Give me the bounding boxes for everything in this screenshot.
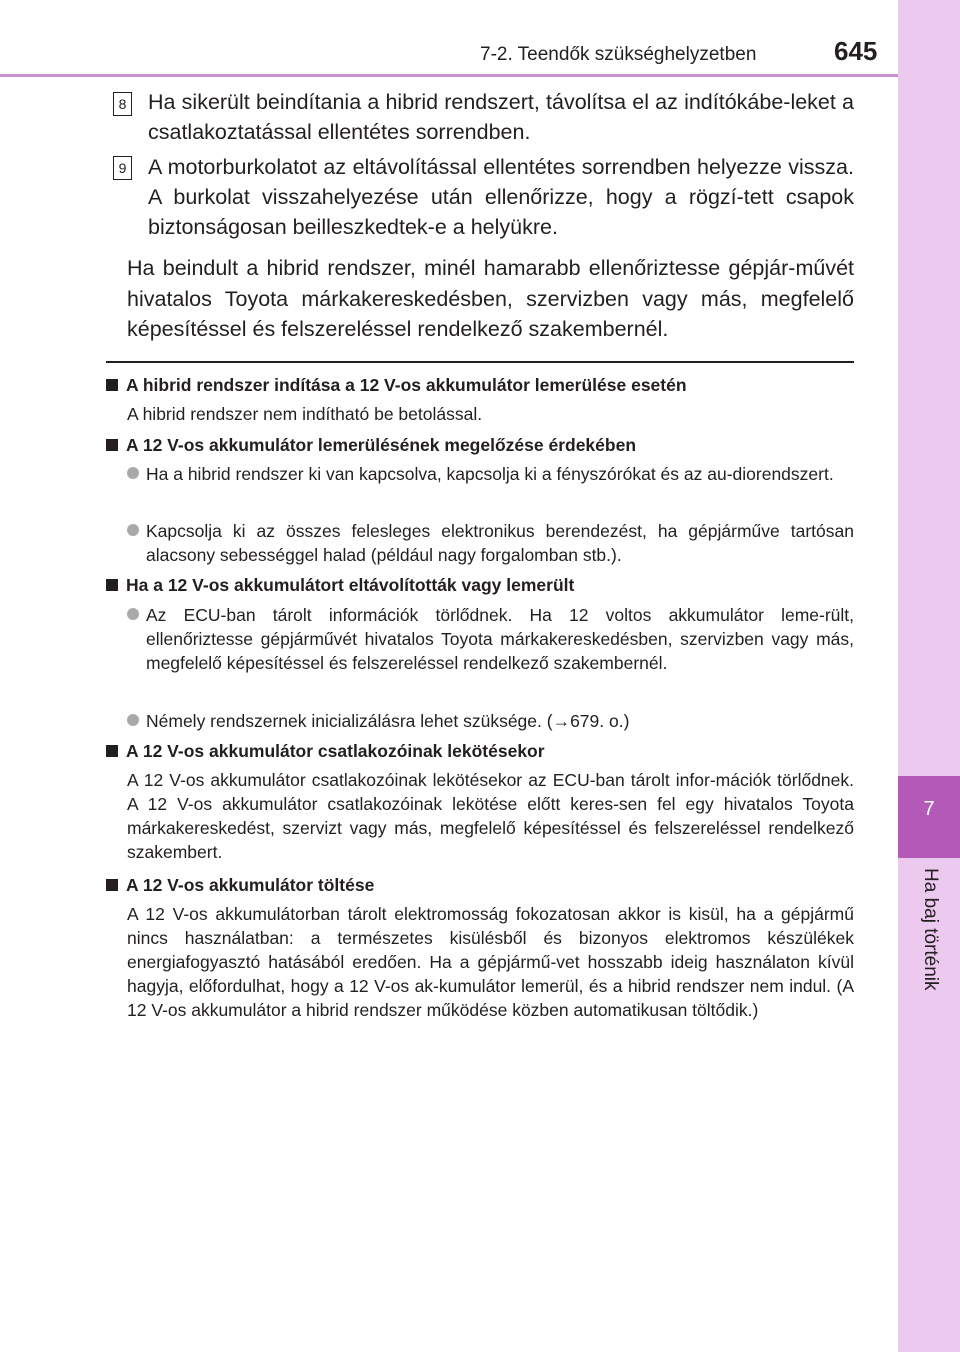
note-heading-text: A 12 V-os akkumulátor csatlakozóinak lekötésekor bbox=[126, 741, 545, 761]
square-bullet-icon bbox=[106, 745, 118, 757]
step-number-8: 8 bbox=[113, 92, 132, 116]
square-bullet-icon bbox=[106, 439, 118, 451]
list-item-text: Ha a hibrid rendszer ki van kapcsolva, kapcsolja ki a fényszórókat és az au-diorendszert. bbox=[146, 464, 834, 484]
note-heading-battery-removed bbox=[106, 574, 574, 596]
note-heading-text: A 12 V-os akkumulátor lemerülésének megelőzése érdekében bbox=[126, 435, 637, 455]
note-heading-prevent-discharge bbox=[106, 434, 636, 456]
chapter-title-wrap bbox=[898, 868, 960, 1008]
note-text-disconnect: A 12 V-os akkumulátor csatlakozóinak lekötésekor az ECU-ban tárolt infor-mációk törlődnek. A 12 V-os akkumulátor csatlakozóinak lekötése előtt keres-sen fel egy hivatalos Toyota márkakereskedést, szervizt vagy más, megfelelő képesítéssel és felszereléssel rendelkező szakembert. bbox=[127, 770, 854, 862]
note-text-charging: A 12 V-os akkumulátorban tárolt elektromosság fokozatosan akkor is kisül, ha a gépjármű nincs használatban: a természetes kisülésből és bizonyos elektromos készülékek energiafogyasztó hatásából eredően. Ha a gépjármű-vet hosszabb ideig használaton kívül hagyja, előfordulhat, hogy a 12 V-os ak-kumulátor lemerül, és a hibrid rendszer nem indul. (A 12 V-os akkumulátor a hibrid rendszer működése közben automatikusan töltődik.) bbox=[127, 904, 854, 1020]
page-number: 645 bbox=[834, 36, 878, 66]
step-number-9: 9 bbox=[113, 156, 132, 180]
list-item-text: Az ECU-ban tárolt információk törlődnek. Ha 12 voltos akkumulátor leme-rült, ellenőriztesse gépjárművét hivatalos Toyota márkakereskedésben, szervizben vagy más, megfelelő képesítéssel és felszereléssel rendelkező szakembernél. bbox=[146, 605, 854, 673]
circle-bullet-icon bbox=[127, 714, 139, 726]
circle-bullet-icon bbox=[127, 467, 139, 479]
square-bullet-icon bbox=[106, 379, 118, 391]
note-heading-text: A 12 V-os akkumulátor töltése bbox=[126, 875, 375, 895]
square-bullet-icon bbox=[106, 579, 118, 591]
step-text-8: Ha sikerült beindítania a hibrid rendszert, távolítsa el az indítókábe-leket a csatlakoztatással ellentétes sorrendben. bbox=[148, 90, 854, 144]
note-heading-charging bbox=[106, 874, 374, 896]
chapter-tab-strip bbox=[898, 0, 960, 1352]
header-rule bbox=[0, 74, 898, 77]
list-item bbox=[127, 603, 854, 675]
circle-bullet-icon bbox=[127, 524, 139, 536]
list-item bbox=[127, 709, 854, 733]
chapter-title: Ha baj történik bbox=[920, 868, 941, 991]
closing-paragraph: Ha beindult a hibrid rendszer, minél hamarabb ellenőriztesse gépjár-művét hivatalos Toyota márkakereskedésben, szervizben vagy más, megfelelő képesítéssel és felszereléssel rendelkező szakembernél. bbox=[127, 256, 854, 341]
step-text-9: A motorburkolatot az eltávolítással ellentétes sorrendben helyezze vissza. A burkolat visszahelyezése után ellenőrizze, hogy a rögzí-tett csapok biztonságosan beilleszkedtek-e a helyükre. bbox=[148, 155, 854, 239]
chapter-number: 7 bbox=[923, 798, 935, 820]
list-item bbox=[127, 519, 854, 567]
list-item-text: Némely rendszernek inicializálásra lehet szüksége. (→679. o.) bbox=[146, 711, 630, 731]
section-title: 7-2. Teendők szükséghelyzetben bbox=[480, 44, 757, 65]
section-divider bbox=[106, 361, 854, 363]
note-heading-hybrid-start bbox=[106, 374, 687, 396]
note-text-hybrid-start: A hibrid rendszer nem indítható be betolással. bbox=[127, 404, 483, 424]
note-heading-disconnect bbox=[106, 740, 545, 762]
note-heading-text: Ha a 12 V-os akkumulátort eltávolították vagy lemerült bbox=[126, 575, 575, 595]
note-heading-text: A hibrid rendszer indítása a 12 V-os akkumulátor lemerülése esetén bbox=[126, 375, 687, 395]
square-bullet-icon bbox=[106, 879, 118, 891]
list-item-text: Kapcsolja ki az összes felesleges elektronikus berendezést, ha gépjárműve tartósan alacsony sebességgel halad (például nagy forgalomban stb.). bbox=[146, 521, 854, 565]
circle-bullet-icon bbox=[127, 608, 139, 620]
list-item bbox=[127, 462, 854, 486]
